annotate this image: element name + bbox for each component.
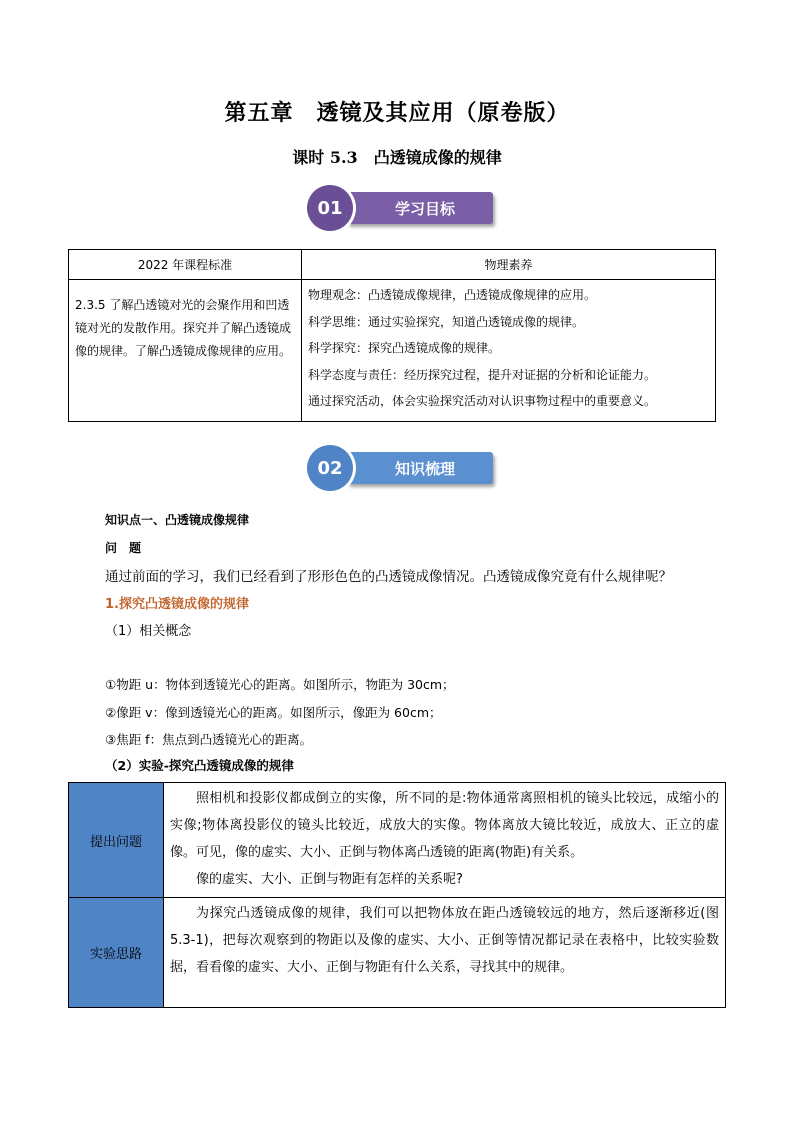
concepts-heading: （1）相关概念 bbox=[105, 624, 192, 639]
literacy-line: 通过探究活动，体会实验探究活动对认识事物过程中的重要意义。 bbox=[308, 394, 657, 408]
knowledge-point-title: 知识点一、凸透镜成像规律 bbox=[105, 513, 250, 527]
standard-text: 2.3.5 了解凸透镜对光的会聚作用和凹透镜对光的发散作用。探究并了解凸透镜成像的规律。了解凸透镜成像规律的应用。 bbox=[69, 280, 302, 422]
literacy-line: 科学态度与责任：经历探究过程，提升对证据的分析和论证能力。 bbox=[308, 367, 657, 382]
row-content-question bbox=[164, 783, 726, 898]
question-text: 通过前面的学习，我们已经看到了形形色色的凸透镜成像情况。凸透镜成像究竟有什么规律呢？ bbox=[105, 569, 672, 585]
literacy-line: 科学思维：通过实验探究，知道凸透镜成像的规律。 bbox=[308, 314, 585, 329]
concept-item: ②像距 v：像到透镜光心的距离。如图所示，像距为 60cm； bbox=[105, 705, 442, 720]
section-number: 02 bbox=[307, 445, 353, 491]
concept-item: ①物距 u：物体到透镜光心的距离。如图所示，物距为 30cm； bbox=[105, 677, 455, 692]
page-title: 第五章 透镜及其应用（原卷版） bbox=[224, 100, 570, 126]
row-label-approach: 实验思路 bbox=[69, 898, 164, 1008]
concept-item: ③焦距 f：焦点到凸透镜光心的距离。 bbox=[105, 732, 313, 747]
standards-table bbox=[68, 249, 716, 422]
paragraph: 像的虚实、大小、正倒与物距有怎样的关系呢? bbox=[196, 872, 463, 887]
lesson-title: 课时 5.3 凸透镜成像的规律 bbox=[292, 148, 502, 167]
section-number: 01 bbox=[307, 185, 353, 231]
standards-header: 2022 年课程标准 bbox=[69, 250, 302, 280]
section-badge-objectives bbox=[307, 185, 517, 231]
row-label-question: 提出问题 bbox=[69, 783, 164, 898]
literacy-line: 物理观念：凸透镜成像规律，凸透镜成像规律的应用。 bbox=[308, 288, 597, 302]
row-content-approach bbox=[164, 898, 726, 1008]
subsection-title: 1.探究凸透镜成像的规律 bbox=[105, 597, 249, 612]
section-badge-knowledge bbox=[307, 445, 517, 491]
literacy-cell bbox=[302, 280, 716, 422]
section-label: 知识梳理 bbox=[347, 452, 493, 484]
paragraph: 为探究凸透镜成像的规律，我们可以把物体放在距凸透镜较远的地方，然后逐渐移近(图 5.3-1)，把每次观察到的物距以及像的虚实、大小、正倒等情况都记录在表格中，比较实验数据，看看像的虚实、大小、正倒与物距有什么关系，寻找其中的规律。 bbox=[170, 906, 719, 975]
literacy-line: 科学探究：探究凸透镜成像的规律。 bbox=[308, 341, 501, 355]
question-label: 问 题 bbox=[105, 541, 142, 555]
section-label: 学习目标 bbox=[347, 192, 493, 224]
paragraph: 照相机和投影仪都成倒立的实像，所不同的是:物体通常离照相机的镜头比较远，成缩小的实像;物体离投影仪的镜头比较近，成放大的实像。物体离放大镜比较近，成放大、正立的虚像。可见，像的虚实、大小、正倒与物体离凸透镜的距离(物距)有关系。 bbox=[170, 791, 719, 860]
experiment-table bbox=[68, 782, 726, 1008]
experiment-heading: （2）实验-探究凸透镜成像的规律 bbox=[105, 758, 294, 773]
literacy-header: 物理素养 bbox=[302, 250, 716, 280]
